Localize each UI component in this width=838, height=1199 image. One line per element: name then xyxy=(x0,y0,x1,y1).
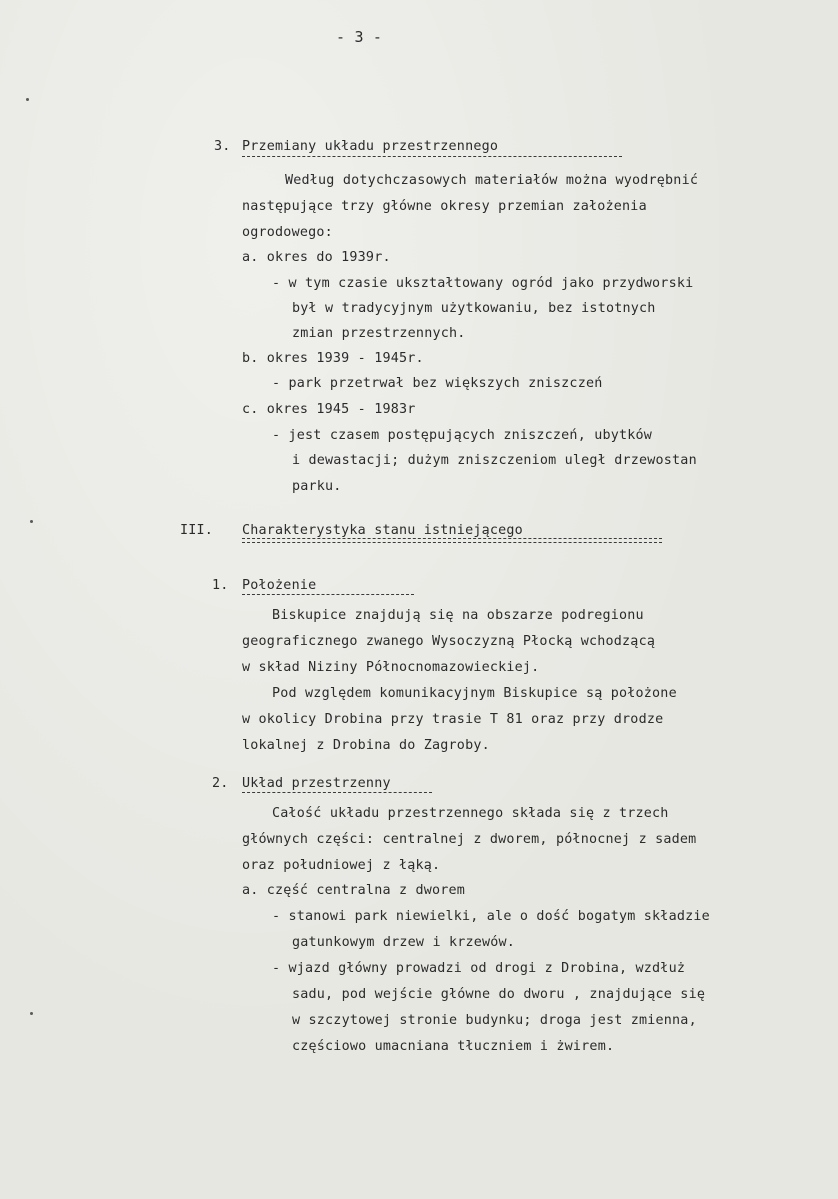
page-number: - 3 - xyxy=(336,28,383,46)
text-line: oraz południowej z łąką. xyxy=(242,858,441,873)
text-line: głównych części: centralnej z dworem, północnej z sadem xyxy=(242,832,697,847)
margin-dot xyxy=(30,520,33,523)
heading-underline xyxy=(242,792,432,793)
subsection-heading: Układ przestrzenny xyxy=(242,776,391,791)
text-line: Całość układu przestrzennego składa się z trzech xyxy=(272,806,669,821)
text-line: gatunkowym drzew i krzewów. xyxy=(292,935,516,950)
text-line: zmian przestrzennych. xyxy=(292,326,466,341)
margin-dot xyxy=(26,98,29,101)
text-line: w skład Niziny Północnomazowieckiej. xyxy=(242,660,540,675)
text-line: - w tym czasie ukształtowany ogród jako przydworski xyxy=(272,276,694,291)
text-line: - park przetrwał bez większych zniszczeń xyxy=(272,376,603,391)
section-heading: Przemiany układu przestrzennego xyxy=(242,139,499,154)
text-line: w okolicy Drobina przy trasie T 81 oraz przy drodze xyxy=(242,712,664,727)
margin-dot xyxy=(30,1012,33,1015)
text-line: częściowo umacniana tłuczniem i żwirem. xyxy=(292,1039,615,1054)
section-number: 3. xyxy=(214,139,231,154)
text-line: geograficznego zwanego Wysoczyzną Płocką wchodzącą xyxy=(242,634,656,649)
subsection-heading: Położenie xyxy=(242,578,317,593)
heading-underline xyxy=(242,594,414,595)
text-line: Biskupice znajdują się na obszarze podregionu xyxy=(272,608,644,623)
subsection-number: 2. xyxy=(212,776,229,791)
section-number: III. xyxy=(180,523,214,538)
list-label: b. okres 1939 - 1945r. xyxy=(242,351,424,366)
text-line: był w tradycyjnym użytkowaniu, bez istotnych xyxy=(292,301,656,316)
text-line: lokalnej z Drobina do Zagroby. xyxy=(242,738,490,753)
text-line: następujące trzy główne okresy przemian założenia xyxy=(242,199,647,214)
list-label: c. okres 1945 - 1983r xyxy=(242,402,416,417)
heading-double-underline xyxy=(242,538,662,543)
heading-underline xyxy=(242,156,622,157)
text-line: w szczytowej stronie budynku; droga jest zmienna, xyxy=(292,1013,697,1028)
text-line: parku. xyxy=(292,479,342,494)
list-label: a. część centralna z dworem xyxy=(242,883,466,898)
text-line: - jest czasem postępujących zniszczeń, ubytków xyxy=(272,428,653,443)
text-line: i dewastacji; dużym zniszczeniom uległ drzewostan xyxy=(292,453,697,468)
text-line: ogrodowego: xyxy=(242,225,333,240)
text-line: - stanowi park niewielki, ale o dość bogatym składzie xyxy=(272,909,710,924)
list-label: a. okres do 1939r. xyxy=(242,250,391,265)
text-line: sadu, pod wejście główne do dworu , znajdujące się xyxy=(292,987,706,1002)
text-line: - wjazd główny prowadzi od drogi z Drobina, wzdłuż xyxy=(272,961,686,976)
section-heading: Charakterystyka stanu istniejącego xyxy=(242,523,523,538)
text-line: Według dotychczasowych materiałów można wyodrębnić xyxy=(285,173,699,188)
subsection-number: 1. xyxy=(212,578,229,593)
text-line: Pod względem komunikacyjnym Biskupice są położone xyxy=(272,686,677,701)
